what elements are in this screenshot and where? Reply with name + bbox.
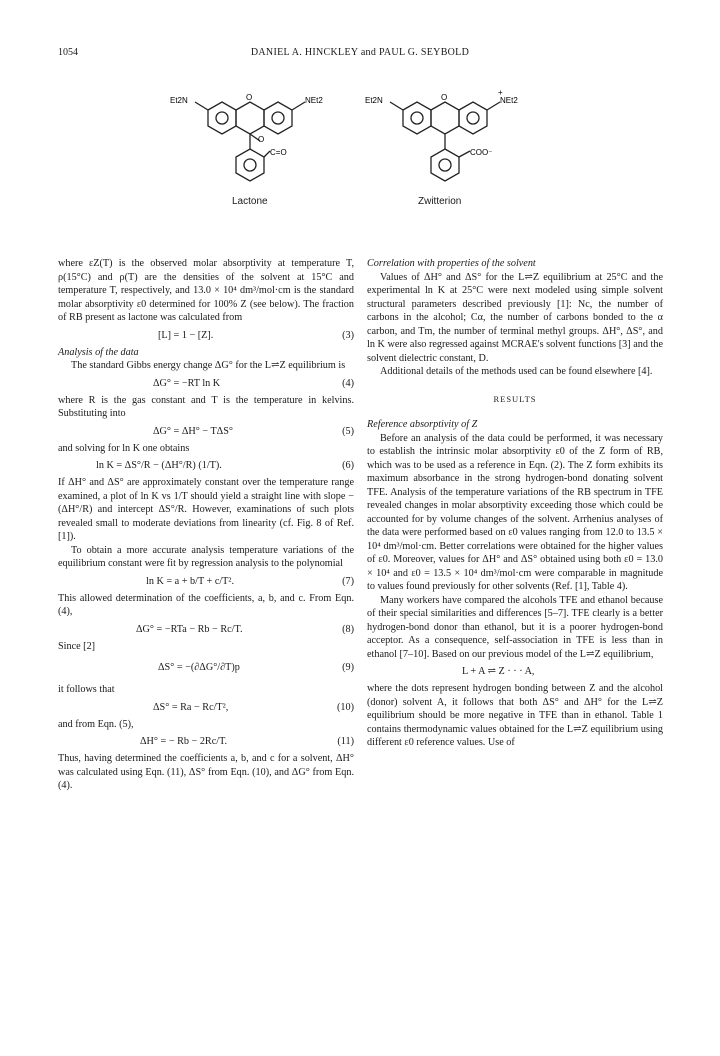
equation-9 [58,653,354,683]
paragraph: Thus, having determined the coefficients a, b, and c for a solvent, ΔH° was calculated using Eqn. (11), ΔS° from Eqn. (10), and ΔG° from Eqn. (4). [58,753,354,791]
lactone-oxygen: O [258,135,265,144]
equation-text: L + A ⇌ Z · · · A, [462,666,535,677]
page-number: 1054 [58,47,78,58]
paragraph: and solving for ln K one obtains [58,442,190,454]
paragraph: Before an analysis of the data could be performed, it was necessary to establish the intrinsic molar absorptivity ε0 of the Z form of RB, which was to be used as a reference in Eqn. (2). The Z form exhibits its maximum absorbance in the strong hydrogen-bond donating solvent TFE. Analysis of the temperature variations of the RB spectrum in TFE revealed changes in molar absorptivity exceeding those which could be accounted for by volume changes of the solvent. Arrhenius analyses of the data were performed based on ε0 values ranging from 12.0 to 13.5 × 10⁴ dm³/mol·cm. Better correlations were obtained for the higher values of ε0. Moreover, values for ΔH° and ΔS° obtained using both ε0 = 13.0 × 10⁴ and ε0 = 13.5 × 10⁴ dm³/mol·cm were comparable in magnitude to values found previously for other solvents (Ref. [1], Table 4). [367,432,663,592]
lactone-caption: Lactone [232,196,268,207]
equation-text: ΔS° = Ra − Rc/T², [153,701,229,713]
lactone-carbonyl: C=O [270,148,287,157]
equation-8 [58,619,354,640]
equation-text: ln K = a + b/T + c/T². [146,575,235,587]
zwitterion-ring-oxygen: O [441,93,448,102]
right-column [367,257,663,750]
paragraph: Many workers have compared the alcohols TFE and ethanol because of their special similarities and differences [5–7]. TFE clearly is a better hydrogen-bond donor than ethanol, but it is a poorer hydrogen-bond acceptor. As a consequence, self-association in TFE is less than in ethanol [7–10]. Based on our previous model of the L⇌Z equilibrium, [367,594,663,660]
equation-5 [58,421,354,442]
paragraph: The standard Gibbs energy change ΔG° for the L⇌Z equilibrium is [71,360,346,371]
equation-text: ΔH° = − Rb − 2Rc/T. [140,736,228,747]
equation-text: ln K = ΔS°/R − (ΔH°/R) (1/T). [96,460,222,471]
equation-number: (8) [342,623,354,635]
paragraph: Since [2] [58,640,96,652]
equation-number: (3) [342,329,354,341]
paragraph: Values of ΔH° and ΔS° for the L⇌Z equilibrium at 25°C and the experimental ln K at 25°C were next modeled using simple solvent structural parameters described previously [1]: Nc, the number of carbons in the alcohol; Cα, the number of carbons bonded to the α carbon, and Tm, the number of terminal methyl groups. ΔH°, ΔS°, and ln K were also regressed against MCRAE's solvent functions [3] and the solvent dielectric constant, D. [367,271,663,364]
equation-text: ΔG° = ΔH° − TΔS° [153,425,233,437]
paragraph: and from Eqn. (5), [58,718,134,730]
equation-number: (6) [342,460,354,471]
left-column [58,257,354,793]
paragraph: where εZ(T) is the observed molar absorptivity at temperature T, ρ(15°C) and ρ(T) are the densities of the solvent at 15°C and temperature T, respectively, and 13.0 × 10⁴ dm³/mol·cm is the standard molar absorptivity ε0 determined for 100% Z (see below). The fraction of RB present as lactone was calculated from [58,258,354,323]
lactone-net2-label: NEt2 [305,96,323,105]
equation-number: (10) [337,701,354,713]
zwitterion-caption: Zwitterion [418,196,462,207]
zwitterion-structure [390,102,500,181]
paragraph: If ΔH° and ΔS° are approximately constant over the temperature range examined, a plot of ln K vs 1/T should yield a straight line with slope −(ΔH°/R) and intercept ΔS°/R. However, examinations of such plots revealed small to moderate deviations from linearity (cf. Fig. 8 of Ref. [1]). [58,477,354,542]
lactone-structure [195,102,305,181]
equation-model [367,661,663,682]
equation-number: (7) [342,575,354,587]
equation-text: ΔS° = −(∂ΔG°/∂T)p [158,662,240,673]
equation-number: (4) [342,377,354,389]
zwitterion-net2-label: NEt2 [500,96,518,105]
equation-number: (11) [337,736,354,747]
equation-6 [58,455,354,476]
zwitterion-charge: + [498,88,503,97]
equation-number: (5) [342,425,354,437]
running-title: DANIEL A. HINCKLEY and PAUL G. SEYBOLD [250,47,470,58]
structure-figure [160,75,560,235]
paragraph: where the dots represent hydrogen bonding between Z and the alcohol (donor) solvent A, it follows that both ΔS° and ΔH° for the L⇌Z equilibrium should be more negative in TFE than in ethanol. Table 1 contains thermodynamic values obtained for the L⇌Z equilibrium using different ε0 reference values. Use of [367,683,663,748]
section-heading-reference: Reference absorptivity of Z [367,419,478,430]
equation-11 [58,731,354,752]
equation-4 [58,373,354,394]
lactone-ring-oxygen: O [246,93,253,102]
zwitterion-carboxylate: COO⁻ [470,148,493,157]
zwitterion-et2n-label: Et2N [365,96,383,105]
equation-number: (9) [342,662,354,673]
equation-text: ΔG° = −RTa − Rb − Rc/T. [136,623,243,635]
lactone-et2n-label: Et2N [170,96,188,105]
equation-text: [L] = 1 − [Z]. [158,329,214,341]
equation-text: ΔG° = −RT ln K [153,377,221,389]
results-heading: RESULTS [493,393,537,404]
equation-3 [58,325,354,346]
paragraph: Additional details of the methods used can be found elsewhere [4]. [380,366,653,377]
paragraph: where R is the gas constant and T is the temperature in kelvins. Substituting into [58,394,354,419]
page-header [0,47,720,63]
equation-7 [58,571,354,592]
section-heading-analysis: Analysis of the data [58,346,139,358]
paragraph: it follows that [58,684,115,695]
paragraph: This allowed determination of the coefficients, a, b, and c. From Eqn. (4), [58,592,354,617]
equation-10 [58,697,354,718]
paragraph: To obtain a more accurate analysis temperature variations of the equilibrium constant were fit by regression analysis to the polynomial [58,544,354,569]
section-heading-correlation: Correlation with properties of the solvent [367,258,536,269]
